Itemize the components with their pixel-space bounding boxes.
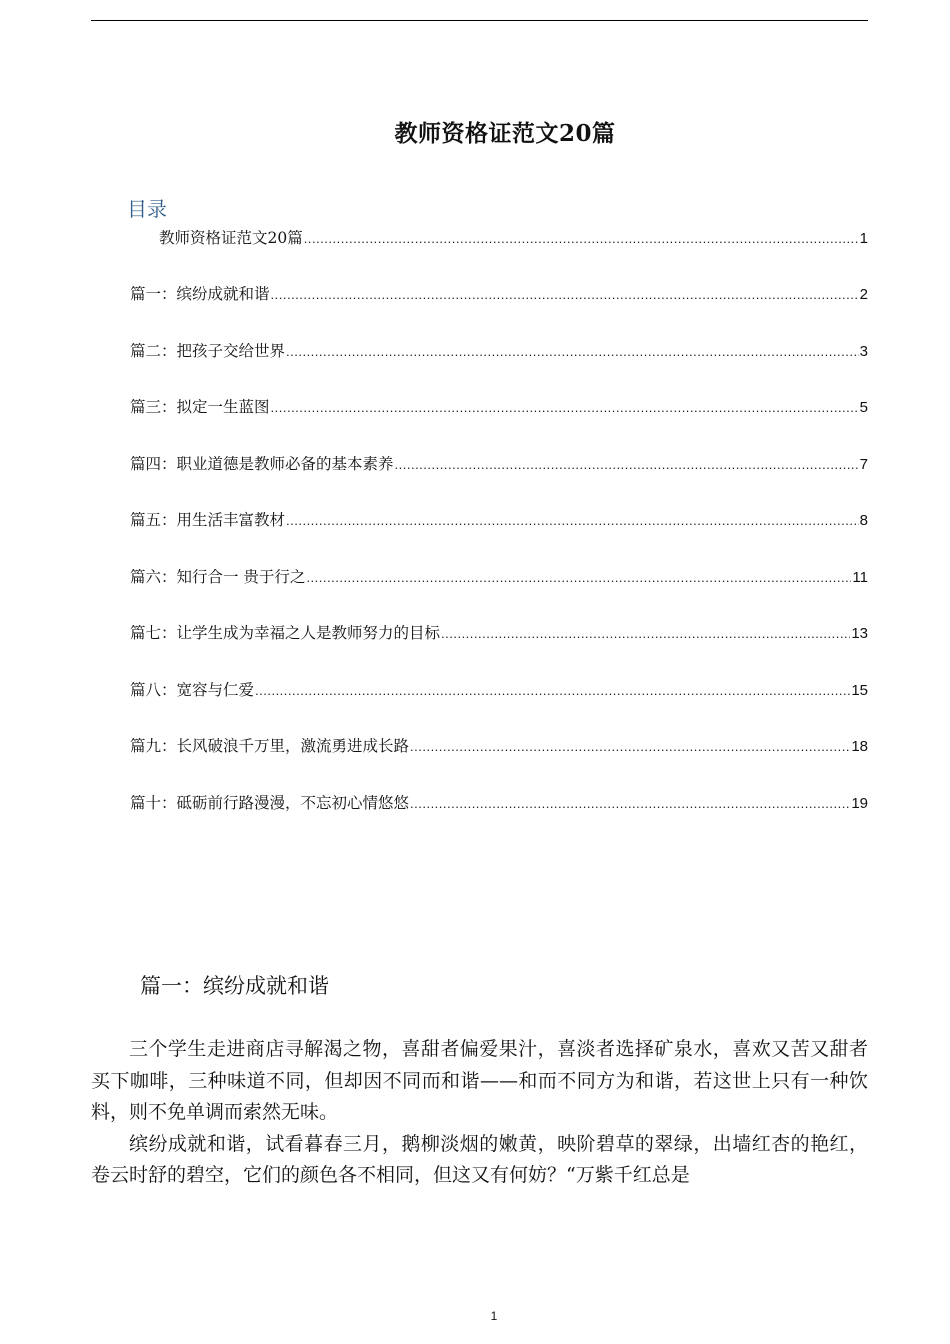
body-text xyxy=(91,1034,868,1192)
toc-entry[interactable] xyxy=(159,226,868,248)
toc-entry-page: 15 xyxy=(851,682,868,699)
toc-entry-page: 2 xyxy=(859,286,868,303)
paragraph: 缤纷成就和谐，试看暮春三月，鹅柳淡烟的嫩黄，映阶碧草的翠绿，出墙红杏的艳红，卷云时舒的碧空，它们的颜色各不相同，但这又有何妨？“万紫千红总是 xyxy=(91,1132,868,1186)
toc-heading: 目录 xyxy=(127,197,167,221)
toc-entry[interactable] xyxy=(130,282,868,304)
toc-entry-title: 篇九：长风破浪千万里，激流勇进成长路 xyxy=(130,737,410,755)
toc-entry-page: 19 xyxy=(851,795,868,812)
toc-leader-dots xyxy=(286,513,859,528)
toc-entry-page: 8 xyxy=(859,512,868,529)
toc-entry[interactable] xyxy=(130,621,868,643)
toc-leader-dots xyxy=(304,231,859,246)
toc-entry-title: 篇四：职业道德是教师必备的基本素养 xyxy=(130,455,394,473)
toc-entry-page: 7 xyxy=(859,456,868,473)
toc-leader-dots xyxy=(441,626,850,641)
toc-entry[interactable] xyxy=(130,734,868,756)
toc-leader-dots xyxy=(286,344,859,359)
toc-entry-title: 篇一：缤纷成就和谐 xyxy=(130,285,270,303)
toc-entry[interactable] xyxy=(130,452,868,474)
toc-leader-dots xyxy=(255,683,850,698)
toc-leader-dots xyxy=(306,570,851,585)
toc-entry-page: 11 xyxy=(852,569,868,586)
toc-entry-page: 5 xyxy=(859,399,868,416)
toc-entry-page: 18 xyxy=(851,738,868,755)
header-rule xyxy=(91,20,868,21)
toc-entry-page: 1 xyxy=(859,230,868,247)
toc-leader-dots xyxy=(395,457,859,472)
toc-leader-dots xyxy=(410,796,850,811)
toc-entry-title: 教师资格证范文20篇 xyxy=(159,229,303,247)
toc-entry-title: 篇六：知行合一 贵于行之 xyxy=(130,568,306,586)
toc-entry[interactable] xyxy=(130,339,868,361)
toc-entry[interactable] xyxy=(130,395,868,417)
toc-entry[interactable] xyxy=(130,791,868,813)
document-title: 教师资格证范文20篇 xyxy=(394,120,616,147)
toc-entry-title: 篇十：砥砺前行路漫漫，不忘初心情悠悠 xyxy=(130,794,410,812)
section-heading: 篇一：缤纷成就和谐 xyxy=(140,974,329,998)
toc-entry-title: 篇八：宽容与仁爱 xyxy=(130,681,255,699)
toc-entry[interactable] xyxy=(130,565,868,587)
toc-entry-title: 篇三：拟定一生蓝图 xyxy=(130,398,270,416)
toc-entry-page: 13 xyxy=(851,625,868,642)
toc-leader-dots xyxy=(410,739,850,754)
toc-leader-dots xyxy=(271,287,859,302)
toc-entry[interactable] xyxy=(130,508,868,530)
page-number: 1 xyxy=(490,1309,498,1323)
toc-entry-page: 3 xyxy=(859,343,868,360)
toc-entry-title: 篇二：把孩子交给世界 xyxy=(130,342,286,360)
toc-entry[interactable] xyxy=(130,678,868,700)
toc-entry-title: 篇七：让学生成为幸福之人是教师努力的目标 xyxy=(130,624,441,642)
toc-leader-dots xyxy=(271,400,859,415)
toc-entry-title: 篇五：用生活丰富教材 xyxy=(130,511,286,529)
paragraph: 三个学生走进商店寻解渴之物，喜甜者偏爱果汁，喜淡者选择矿泉水，喜欢又苦又甜者买下咖啡，三种味道不同，但却因不同而和谐——和而不同方为和谐，若这世上只有一种饮料，则不免单调而索然无味。 xyxy=(91,1038,868,1123)
